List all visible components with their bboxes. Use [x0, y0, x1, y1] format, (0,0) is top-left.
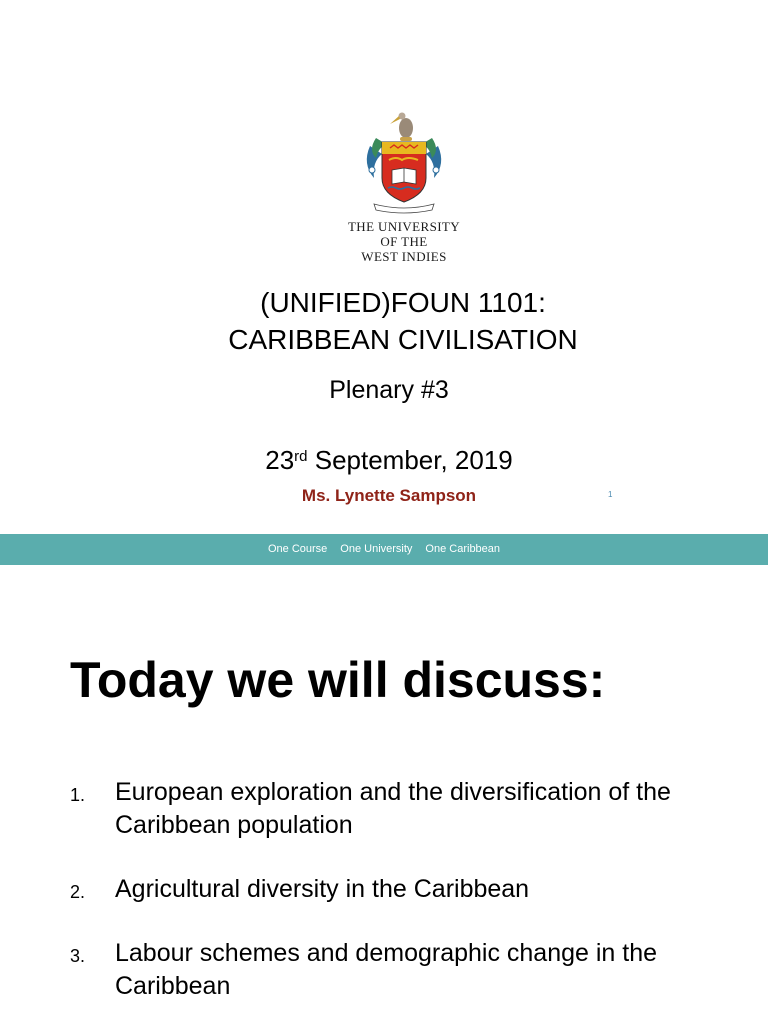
plenary-label: Plenary #3: [329, 376, 449, 404]
date-month-year: September, 2019: [307, 445, 513, 475]
footer-band: [0, 534, 768, 565]
university-name-line-3: WEST INDIES: [361, 249, 447, 264]
course-code: (UNIFIED)FOUN 1101:: [260, 287, 546, 318]
slide-number: 1: [608, 490, 613, 499]
university-name-line-1: THE UNIVERSITY: [347, 219, 461, 234]
agenda-list: [70, 776, 710, 1003]
agenda-item-number: 3.: [70, 946, 86, 966]
agenda-item: [70, 937, 710, 1003]
university-name-line-2: OF THE: [380, 234, 428, 249]
university-name: [340, 219, 468, 264]
agenda-item-number: 1.: [70, 785, 86, 805]
course-name: CARIBBEAN CIVILISATION: [228, 324, 578, 355]
agenda-heading: Today we will discuss:: [70, 652, 606, 708]
university-logo: [340, 108, 468, 268]
agenda-item-text: Labour schemes and demographic change in the Caribbean: [115, 939, 658, 1000]
agenda-item: [70, 776, 710, 842]
date-suffix: rd: [294, 448, 308, 465]
footer-slogan-university: One University: [340, 542, 413, 555]
course-title: [0, 284, 768, 358]
agenda-item-text: European exploration and the diversification of the Caribbean population: [115, 778, 671, 839]
agenda-item-text: Agricultural diversity in the Caribbean: [115, 875, 530, 903]
crest-icon: [362, 108, 446, 216]
date-day: 23: [265, 445, 295, 475]
agenda-item-number: 2.: [70, 882, 86, 902]
lecture-date: [0, 442, 768, 478]
footer-slogan-course: One Course: [267, 542, 328, 555]
agenda-item: [70, 873, 710, 906]
presenter-name: Ms. Lynette Sampson: [301, 486, 477, 505]
footer-slogan-caribbean: One Caribbean: [425, 542, 501, 555]
